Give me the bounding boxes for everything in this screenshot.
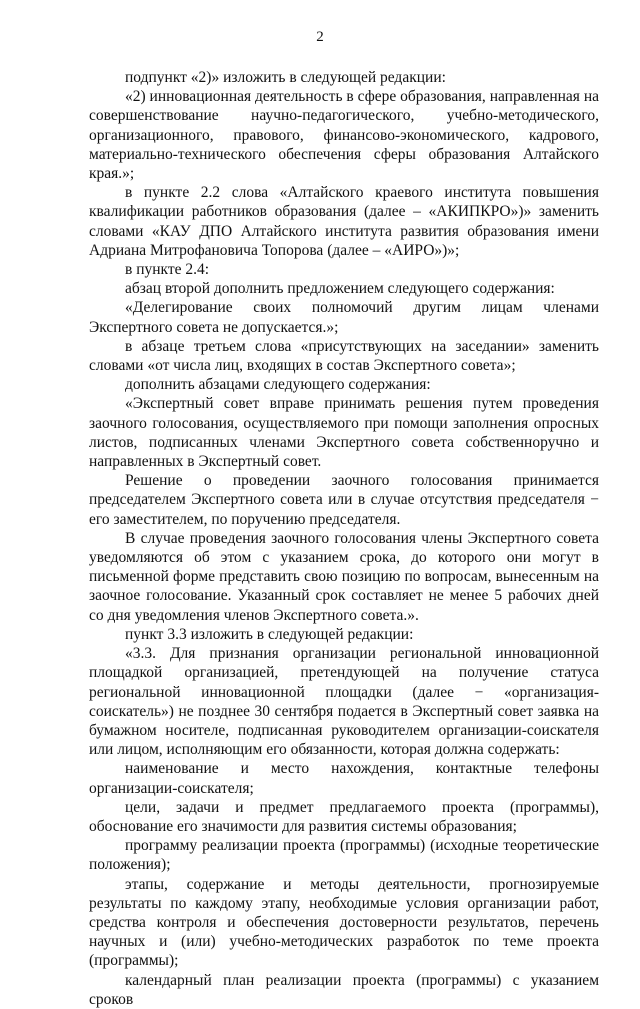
paragraph: цели, задачи и предмет предлагаемого проекта (программы), обоснование его значимости для развития системы образования;	[89, 798, 599, 835]
page-number: 2	[316, 29, 324, 45]
paragraph: подпункт «2)» изложить в следующей редакции:	[125, 69, 446, 86]
paragraph: наименование и место нахождения, контактные телефоны организации-соискателя;	[89, 760, 599, 797]
paragraph: «Экспертный совет вправе принимать решения путем проведения заочного голосования, осуществляемого при помощи заполнения опросных листов, подписанных членами Экспертного совета собственноручно и направленных в Экспертный совет.	[89, 395, 599, 471]
document-body	[89, 68, 599, 1009]
paragraph: пункт 3.3 изложить в следующей редакции:	[125, 625, 414, 643]
paragraph: дополнить абзацами следующего содержания:	[125, 376, 431, 394]
paragraph: в пункте 2.2 слова «Алтайского краевого института повышения квалификации работников образования (далее – «АКИПКРО»)» заменить словами «КАУ ДПО Алтайского института развития образования имени Адриана Митрофановича Топорова (далее – «АИРО»)»;	[89, 184, 599, 259]
paragraph: «Делегирование своих полномочий другим лицам членами Экспертного совета не допускается.»;	[89, 299, 599, 336]
paragraph: Решение о проведении заочного голосования принимается председателем Экспертного совета или в случае отсутствия председателя − его заместителем, по поручению председателя.	[89, 472, 599, 528]
paragraph: «3.3. Для признания организации региональной инновационной площадкой организацией, претендующей на получение статуса региональной инновационной площадки (далее − «организация-соискатель») не позднее 30 сентября подается в Экспертный совет заявка на бумажном носителе, подписанная руководителем организации-соискателя или лицом, исполняющим его обязанности, которая должна содержать:	[89, 645, 599, 759]
paragraph: этапы, содержание и методы деятельности, прогнозируемые результаты по каждому этапу, необходимые условия организации работ, средства контроля и обеспечения достоверности результатов, перечень научных и (или) учебно-методических разработок по теме проекта (программы);	[89, 875, 599, 970]
paragraph: «2) инновационная деятельность в сфере образования, направленная на совершенствование научно-педагогического, учебно-методического, организационного, правового, финансово-экономического, кадрового, материально-технического обеспечения сферы образования Алтайского края.»;	[89, 88, 599, 183]
paragraph: программу реализации проекта (программы) (исходные теоретические положения);	[89, 837, 599, 874]
paragraph: календарный план реализации проекта (программы) с указанием сроков	[89, 971, 599, 1008]
paragraph: В случае проведения заочного голосования члены Экспертного совета уведомляются об этом с указанием срока, до которого они могут в письменной форме представить свою позицию по вопросам, вынесенным на заочное голосование. Указанный срок составляет не менее 5 рабочих дней со дня уведомления членов Экспертного совета.».	[89, 529, 599, 624]
paragraph: абзац второй дополнить предложением следующего содержания:	[125, 280, 555, 298]
paragraph: в абзаце третьем слова «присутствующих на заседании» заменить словами «от числа лиц, входящих в состав Экспертного совета»;	[89, 337, 599, 375]
paragraph: в пункте 2.4:	[125, 261, 210, 279]
